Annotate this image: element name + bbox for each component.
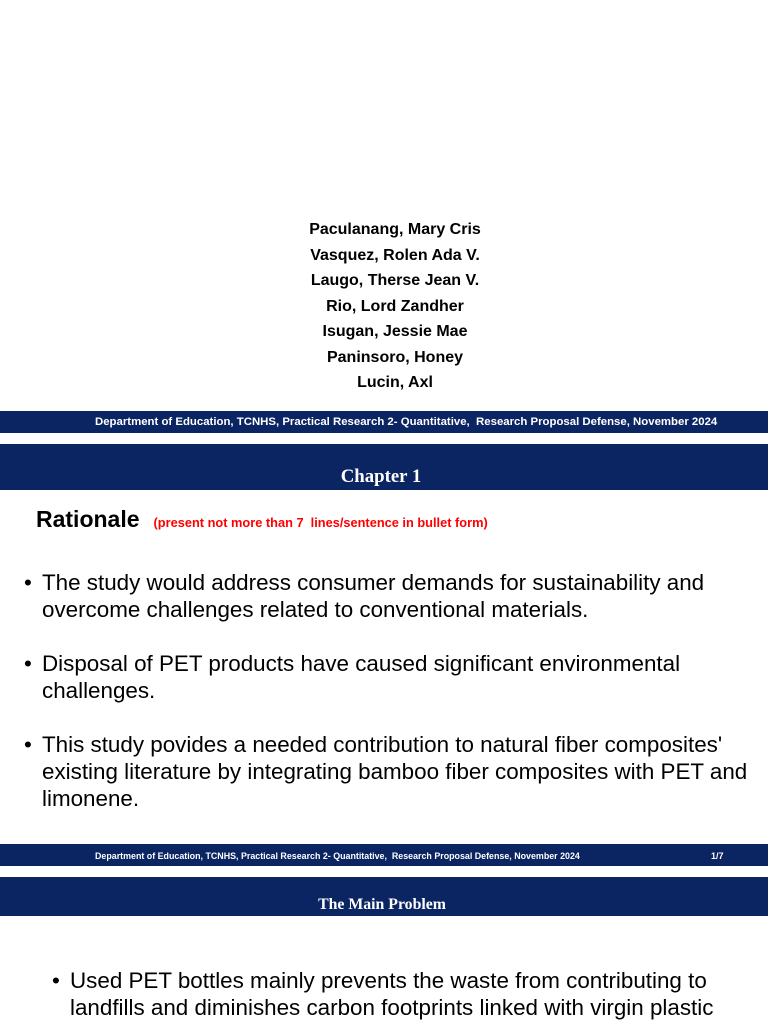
author-name: Paculanang, Mary Cris bbox=[309, 221, 481, 238]
footer-text: Department of Education, TCNHS, Practical Research 2- Quantitative, Research Proposal Defense, November 2024 bbox=[95, 416, 718, 428]
bullet-line: Disposal of PET products have caused significant environmental bbox=[42, 651, 681, 676]
instruction-note: (present not more than 7 lines/sentence in bullet form) bbox=[153, 515, 488, 530]
author-name: Vasquez, Rolen Ada V. bbox=[310, 246, 480, 264]
bullet-symbol: • bbox=[24, 651, 32, 676]
page-number: 1/7 bbox=[711, 851, 724, 861]
section-heading-row bbox=[36, 504, 488, 538]
bullet-item bbox=[24, 650, 747, 704]
author-name: Rio, Lord Zandher bbox=[326, 297, 464, 315]
slide-footer-bar bbox=[0, 411, 768, 433]
author-name: Paninsoro, Honey bbox=[326, 348, 464, 366]
slide-header-title: Chapter 1 bbox=[340, 466, 422, 487]
bullet-item bbox=[24, 731, 747, 812]
section-heading: Rationale bbox=[36, 506, 140, 532]
bullet-line: landfills and diminishes carbon footprints linked with virgin plastic bbox=[70, 995, 714, 1020]
author-name: Isugan, Jessie Mae bbox=[322, 323, 468, 340]
bullet-line: Used PET bottles mainly prevents the waste from contributing to bbox=[70, 968, 707, 993]
bullet-symbol: • bbox=[52, 968, 60, 993]
slide-header-bar bbox=[0, 444, 768, 490]
bullet-list bbox=[24, 569, 747, 839]
bullet-list bbox=[52, 967, 713, 1024]
bullet-item bbox=[52, 967, 713, 1021]
bullet-line: This study povides a needed contribution to natural fiber composites' bbox=[42, 732, 723, 757]
bullet-symbol: • bbox=[24, 732, 32, 757]
author-list bbox=[22, 217, 768, 396]
bullet-symbol: • bbox=[24, 570, 32, 595]
bullet-item bbox=[24, 569, 747, 623]
bullet-line: overcome challenges related to conventional materials. bbox=[42, 597, 589, 622]
author-name: Laugo, Therse Jean V. bbox=[310, 272, 480, 289]
bullet-line: The study would address consumer demands for sustainability and bbox=[42, 570, 705, 595]
slide-header-title: The Main Problem bbox=[318, 896, 446, 913]
footer-text: Department of Education, TCNHS, Practical Research 2- Quantitative, Research Proposal Defense, November 2024 bbox=[95, 851, 580, 861]
bullet-line: limonene. bbox=[42, 786, 140, 811]
bullet-line: existing literature by integrating bamboo fiber composites with PET and bbox=[42, 759, 748, 784]
bullet-line: challenges. bbox=[42, 678, 156, 703]
author-name: Lucin, Axl bbox=[357, 374, 433, 391]
slide-header-bar bbox=[0, 877, 768, 916]
slide-footer-bar bbox=[0, 844, 768, 866]
